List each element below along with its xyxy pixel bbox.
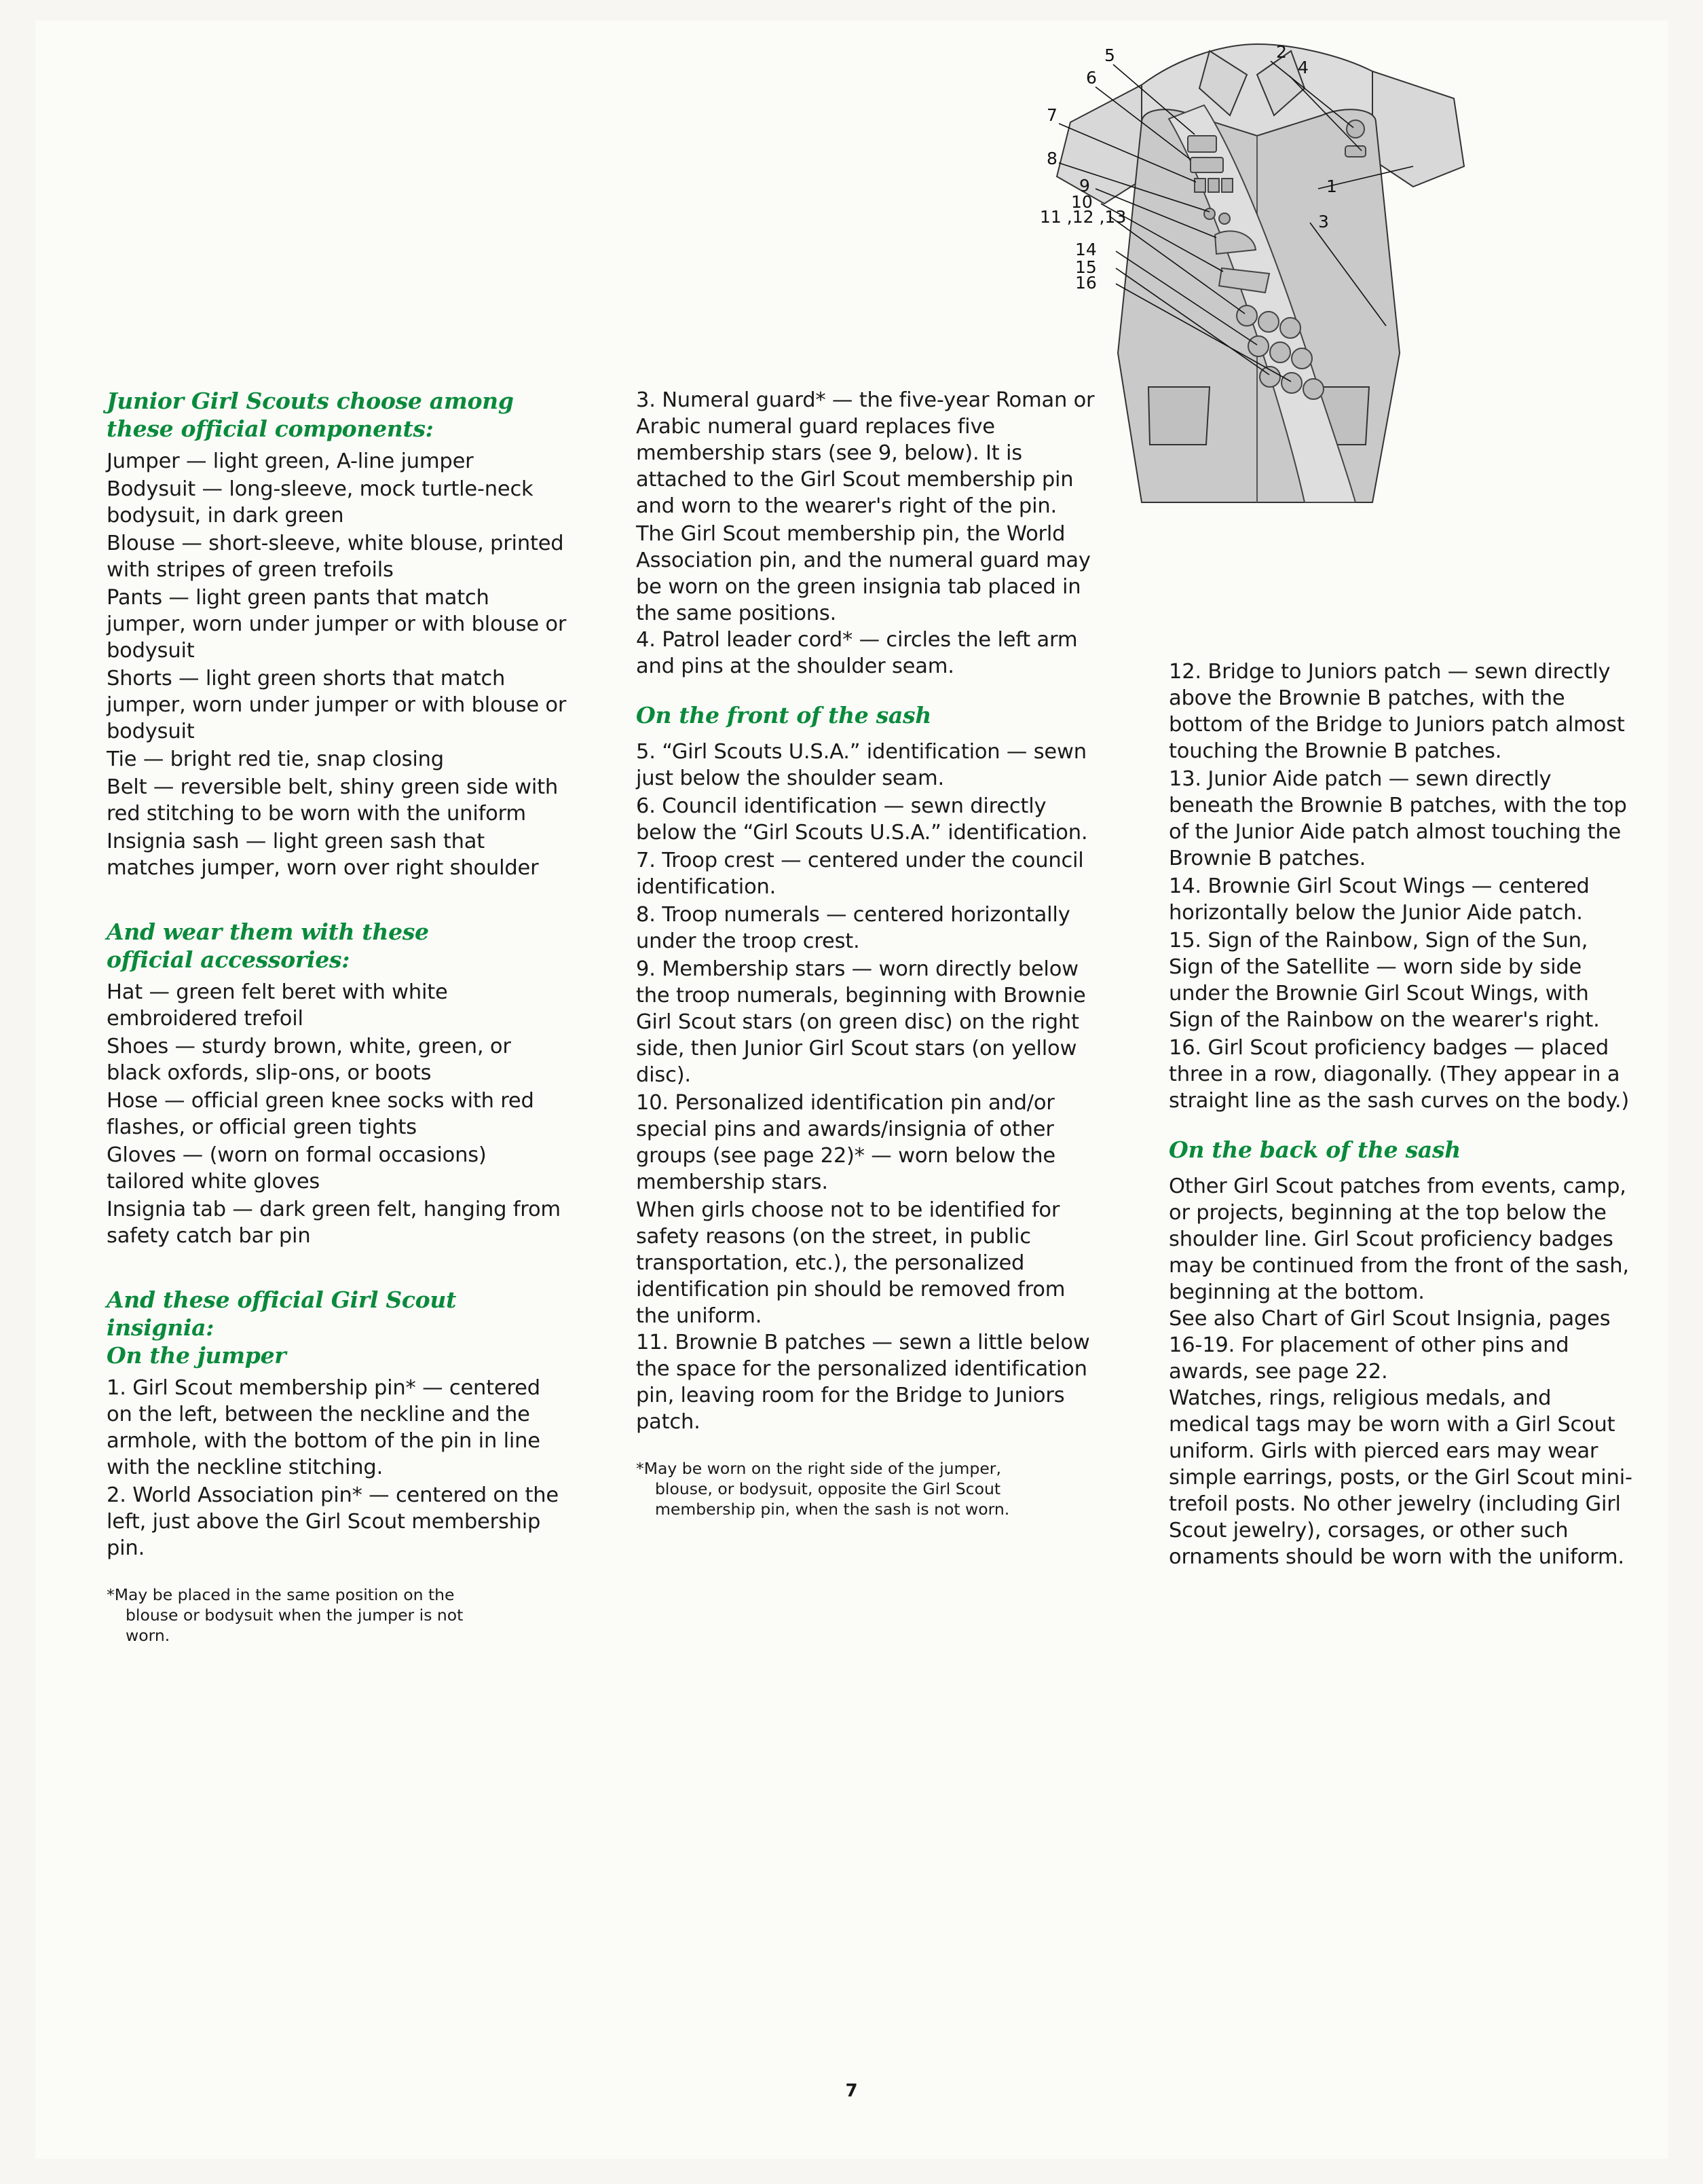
page-number: 7 — [845, 2081, 858, 2101]
heading-components-line2: these official components: — [107, 415, 434, 442]
paragraph-safety: When girls choose not to be identified for safety reasons (on the street, in public transportation, etc.), the personalized identification pin should be removed from the uniform. — [636, 1198, 1066, 1328]
footnote-middle-line3: membership pin, when the sash is not worn. — [655, 1500, 1010, 1519]
accessory-shoes: Shoes — sturdy brown, white, green, or black oxfords, slip-ons, or boots — [107, 1035, 511, 1085]
footnote-middle-line2: blouse, or bodysuit, opposite the Girl Scout — [655, 1479, 1001, 1498]
footnote-middle-line1: *May be worn on the right side of the jumper, — [636, 1459, 1001, 1478]
insignia-item-13: 13. Junior Aide patch — sewn directly beneath the Brownie B patches, with the top of the Junior Aide patch almost touching the Brownie B patches. — [1169, 767, 1627, 870]
component-insignia-sash: Insignia sash — light green sash that matches jumper, worn over right shoulder — [107, 830, 539, 880]
insignia-item-9: 9. Membership stars — worn directly below the troop numerals, beginning with Brownie Girl Scout stars (on green disc) on the right side, then Junior Girl Scout stars (on yellow disc). — [636, 957, 1086, 1087]
heading-insignia-line2: insignia: — [107, 1314, 214, 1341]
footnote-left-line1: *May be placed in the same position on the — [107, 1585, 455, 1604]
callout-16: 16 — [1075, 273, 1097, 293]
insignia-item-16: 16. Girl Scout proficiency badges — placed three in a row, diagonally. (They appear in a straight line as the sash curves on the body.) — [1169, 1036, 1630, 1113]
document-page — [35, 20, 1668, 2159]
callout-1: 1 — [1326, 177, 1337, 196]
component-tie: Tie — bright red tie, snap closing — [107, 747, 444, 771]
paragraph-back-3: Watches, rings, religious medals, and medical tags may be worn with a Girl Scout uniform. Girls with pierced ears may wear simple earrings, posts, or the Girl Scout mini-trefoil posts. No other jewelry (including Girl Scout jewelry), corsages, or other such ornaments should be worn with the uniform. — [1169, 1386, 1632, 1569]
heading-accessories-line1: And wear them with these — [107, 919, 429, 945]
heading-components — [107, 387, 568, 443]
footnote-left-line2: blouse or bodysuit when the jumper is not — [126, 1606, 464, 1625]
column-middle — [636, 387, 1098, 1519]
spacer — [1169, 1115, 1637, 1136]
callout-8: 8 — [1047, 149, 1058, 168]
callout-11-12-13: 11 ,12 ,13 — [1040, 207, 1127, 227]
insignia-item-5: 5. “Girl Scouts U.S.A.” identification — sewn just below the shoulder seam. — [636, 740, 1087, 790]
insignia-item-12: 12. Bridge to Juniors patch — sewn directly above the Brownie B patches, with the bottom of the Bridge to Juniors patch almost touching the Brownie B patches. — [1169, 660, 1625, 763]
callout-7: 7 — [1047, 105, 1058, 125]
heading-components-line1: Junior Girl Scouts choose among — [107, 388, 514, 414]
callout-10: 10 — [1071, 192, 1093, 212]
paragraph-pins-placement: The Girl Scout membership pin, the World Association pin, and the numeral guard may be worn on the green insignia tab placed in the same positions. — [636, 522, 1091, 625]
callout-3: 3 — [1318, 212, 1329, 232]
heading-front-of-sash: On the front of the sash — [636, 702, 932, 728]
accessory-hose: Hose — official green knee socks with red flashes, or official green tights — [107, 1089, 534, 1139]
heading-insignia-line3: On the jumper — [107, 1342, 286, 1369]
callout-15: 15 — [1075, 257, 1097, 277]
accessory-hat: Hat — green felt beret with white embroidered trefoil — [107, 980, 448, 1031]
callout-4: 4 — [1298, 58, 1309, 77]
component-bodysuit: Bodysuit — long-sleeve, mock turtle-neck bodysuit, in dark green — [107, 477, 534, 528]
insignia-item-2: 2. World Association pin* — centered on the left, just above the Girl Scout membership pin. — [107, 1483, 559, 1560]
footnote-left — [107, 1585, 568, 1646]
component-pants: Pants — light green pants that match jumper, worn under jumper or with blouse or bodysuit — [107, 586, 567, 663]
callout-6: 6 — [1086, 68, 1097, 88]
insignia-item-15: 15. Sign of the Rainbow, Sign of the Sun, Sign of the Satellite — worn side by side under the Brownie Girl Scout Wings, with Sign of the Rainbow on the wearer's right. — [1169, 929, 1600, 1032]
insignia-item-11: 11. Brownie B patches — sewn a little below the space for the personalized identification pin, leaving room for the Bridge to Juniors patch. — [636, 1331, 1090, 1434]
insignia-item-6: 6. Council identification — sewn directly below the “Girl Scouts U.S.A.” identification. — [636, 794, 1088, 845]
heading-insignia — [107, 1286, 568, 1369]
insignia-item-10: 10. Personalized identification pin and/or special pins and awards/insignia of other groups (see page 22)* — worn below the membership stars. — [636, 1091, 1055, 1194]
component-blouse: Blouse — short-sleeve, white blouse, printed with stripes of green trefoils — [107, 532, 564, 582]
heading-back-of-sash: On the back of the sash — [1169, 1136, 1461, 1163]
callout-2: 2 — [1276, 42, 1287, 62]
heading-accessories — [107, 918, 568, 974]
insignia-item-4: 4. Patrol leader cord* — circles the left arm and pins at the shoulder seam. — [636, 628, 1078, 678]
heading-insignia-line1: And these official Girl Scout — [107, 1287, 457, 1313]
accessory-gloves: Gloves — (worn on formal occasions) tailored white gloves — [107, 1143, 487, 1193]
insignia-item-8: 8. Troop numerals — centered horizontally under the troop crest. — [636, 903, 1070, 953]
paragraph-back-1: Other Girl Scout patches from events, camp, or projects, beginning at the top below the shoulder line. Girl Scout proficiency badges may be continued from the front of the sash, beginning at the bottom. — [1169, 1174, 1629, 1304]
footnote-middle — [636, 1458, 1098, 1519]
column-left — [107, 387, 568, 1646]
footnote-left-line3: worn. — [126, 1626, 170, 1645]
accessory-insignia-tab: Insignia tab — dark green felt, hanging from safety catch bar pin — [107, 1198, 561, 1248]
spacer — [107, 1251, 568, 1286]
callout-5: 5 — [1104, 45, 1115, 65]
spacer — [636, 681, 1098, 701]
callout-14: 14 — [1075, 240, 1097, 259]
spacer — [107, 883, 568, 918]
component-shorts: Shorts — light green shorts that match jumper, worn under jumper or with blouse or bodysuit — [107, 667, 567, 743]
heading-accessories-line2: official accessories: — [107, 946, 350, 973]
insignia-item-1: 1. Girl Scout membership pin* — centered on the left, between the neckline and the armhole, with the bottom of the pin in line with the neckline stitching. — [107, 1376, 540, 1479]
insignia-item-7: 7. Troop crest — centered under the council identification. — [636, 849, 1084, 899]
paragraph-back-2: See also Chart of Girl Scout Insignia, pages 16-19. For placement of other pins and awards, see page 22. — [1169, 1307, 1611, 1384]
callout-9: 9 — [1079, 176, 1090, 196]
component-jumper: Jumper — light green, A-line jumper — [107, 449, 474, 473]
insignia-item-3: 3. Numeral guard* — the five-year Roman or Arabic numeral guard replaces five membership stars (see 9, below). It is attached to the Girl Scout membership pin and worn to the wearer's right of the pin. — [636, 388, 1095, 518]
component-belt: Belt — reversible belt, shiny green side with red stitching to be worn with the uniform — [107, 775, 559, 826]
column-right — [1169, 659, 1637, 1570]
insignia-item-14: 14. Brownie Girl Scout Wings — centered horizontally below the Junior Aide patch. — [1169, 874, 1590, 925]
